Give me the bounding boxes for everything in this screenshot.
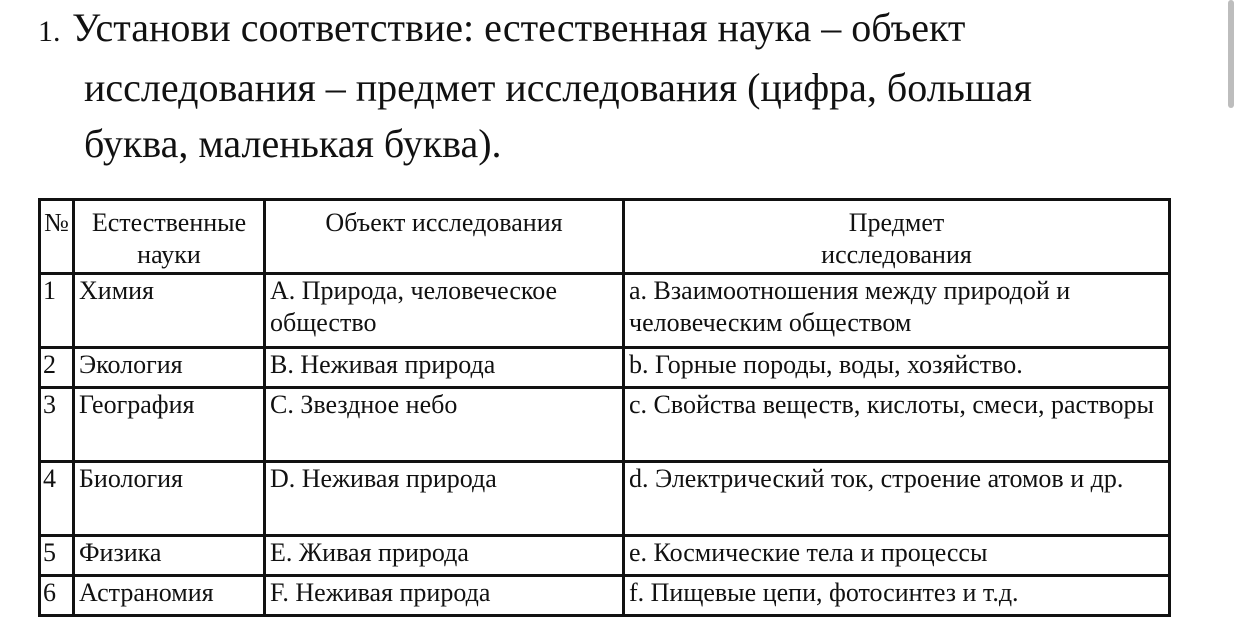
row-object: C. Звездное небо — [265, 388, 624, 462]
task-line-1 — [38, 0, 1188, 60]
row-object: F. Неживая природа — [265, 576, 624, 616]
row-object: A. Природа, человеческое общество — [265, 274, 624, 348]
matching-table — [38, 198, 1171, 617]
row-science: Химия — [74, 274, 265, 348]
row-num: 5 — [40, 536, 74, 576]
row-num: 4 — [40, 462, 74, 536]
scrollbar[interactable] — [1228, 0, 1234, 108]
header-science-line-2: науки — [137, 240, 201, 269]
row-num: 1 — [40, 274, 74, 348]
task-text-line-1: Установи соответствие: естественная наука – объект — [72, 5, 966, 50]
row-num: 6 — [40, 576, 74, 616]
header-subject-line-2: исследования — [821, 240, 972, 269]
header-science — [74, 200, 265, 274]
table-row — [40, 348, 1170, 388]
row-subject: a. Взаимоотношения между природой и человеческим обществом — [624, 274, 1170, 348]
task-number: 1. — [38, 15, 61, 48]
row-subject: d. Электрический ток, строение атомов и др. — [624, 462, 1170, 536]
row-subject: c. Свойства веществ, кислоты, смеси, растворы — [624, 388, 1170, 462]
table-header-row — [40, 200, 1170, 274]
header-num: № — [40, 200, 74, 274]
row-num: 2 — [40, 348, 74, 388]
task-line-3: буква, маленькая буква). — [84, 121, 502, 166]
task-line-2: исследования – предмет исследования (цифра, большая — [84, 65, 1032, 110]
row-science: Астраномия — [74, 576, 265, 616]
header-science-line-1: Естественные — [91, 208, 247, 237]
header-subject-line-1: Предмет — [848, 208, 945, 237]
row-science: Физика — [74, 536, 265, 576]
row-science: География — [74, 388, 265, 462]
row-object: E. Живая природа — [265, 536, 624, 576]
row-subject: b. Горные породы, воды, хозяйство. — [624, 348, 1170, 388]
header-object: Объект исследования — [265, 200, 624, 274]
row-science: Биология — [74, 462, 265, 536]
row-subject: f. Пищевые цепи, фотосинтез и т.д. — [624, 576, 1170, 616]
row-object: B. Неживая природа — [265, 348, 624, 388]
row-subject: e. Космические тела и процессы — [624, 536, 1170, 576]
row-num: 3 — [40, 388, 74, 462]
table-row — [40, 462, 1170, 536]
table-row — [40, 274, 1170, 348]
task-text — [38, 0, 1188, 172]
table-row — [40, 388, 1170, 462]
table-row — [40, 576, 1170, 616]
row-object: D. Неживая природа — [265, 462, 624, 536]
row-science: Экология — [74, 348, 265, 388]
table-row — [40, 536, 1170, 576]
header-subject — [624, 200, 1170, 274]
